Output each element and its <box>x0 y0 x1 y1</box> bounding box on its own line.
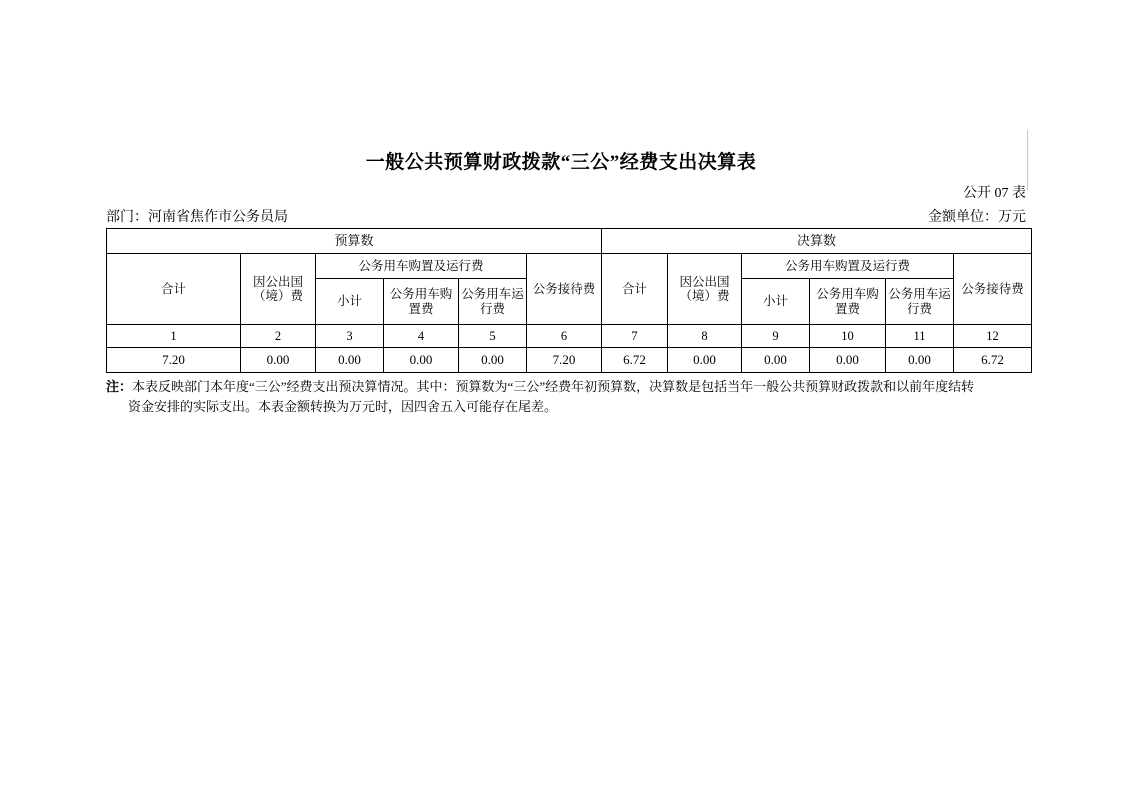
header-budget-vehicle-subtotal: 小计 <box>316 279 384 325</box>
table-note <box>106 377 1022 417</box>
value-final-overseas: 0.00 <box>668 348 742 373</box>
column-number-2: 2 <box>241 325 316 348</box>
table-header-row-1 <box>107 254 1032 279</box>
header-budget-vehicle: 公务用车购置及运行费 <box>316 254 527 279</box>
value-final-vehicle-subtotal: 0.00 <box>742 348 810 373</box>
column-number-11: 11 <box>886 325 954 348</box>
note-text-1: 本表反映部门本年度“三公”经费支出预决算情况。其中：预算数为“三公”经费年初预算数，决算数是包括当年一般公共预算财政拨款和以前年度结转 <box>132 379 975 394</box>
meta-row <box>106 206 1026 226</box>
three-public-expense-table <box>106 228 1032 373</box>
header-final-vehicle-purchase: 公务用车购置费 <box>810 279 886 325</box>
department-info <box>106 206 288 226</box>
note-line-2: 资金安排的实际支出。本表金额转换为万元时，因四舍五入可能存在尾差。 <box>128 399 558 415</box>
department-name: 河南省焦作市公务员局 <box>148 210 288 225</box>
value-budget-total: 7.20 <box>107 348 241 373</box>
header-final-overseas: 因公出国（境）费 <box>668 254 742 325</box>
header-final-total: 合计 <box>602 254 668 325</box>
note-line-1 <box>106 377 1022 397</box>
group-header-budget: 预算数 <box>107 229 602 254</box>
value-budget-vehicle-operation: 0.00 <box>459 348 527 373</box>
header-budget-vehicle-purchase: 公务用车购置费 <box>384 279 459 325</box>
value-final-reception: 6.72 <box>954 348 1032 373</box>
value-final-total: 6.72 <box>602 348 668 373</box>
column-number-3: 3 <box>316 325 384 348</box>
form-code: 公开 07 表 <box>963 186 1026 201</box>
column-number-10: 10 <box>810 325 886 348</box>
column-number-5: 5 <box>459 325 527 348</box>
header-final-vehicle-subtotal: 小计 <box>742 279 810 325</box>
column-number-6: 6 <box>527 325 602 348</box>
column-number-1: 1 <box>107 325 241 348</box>
header-budget-total: 合计 <box>107 254 241 325</box>
header-budget-vehicle-operation: 公务用车运行费 <box>459 279 527 325</box>
group-header-final: 决算数 <box>602 229 1032 254</box>
value-budget-vehicle-purchase: 0.00 <box>384 348 459 373</box>
department-label: 部门： <box>106 210 148 225</box>
page-title: 一般公共预算财政拨款“三公”经费支出决算表 <box>365 152 757 173</box>
header-final-vehicle-operation: 公务用车运行费 <box>886 279 954 325</box>
table-column-number-row <box>107 325 1032 348</box>
table-value-row <box>107 348 1032 373</box>
column-number-12: 12 <box>954 325 1032 348</box>
column-number-7: 7 <box>602 325 668 348</box>
value-final-vehicle-purchase: 0.00 <box>810 348 886 373</box>
table-group-header-row <box>107 229 1032 254</box>
header-budget-overseas: 因公出国（境）费 <box>241 254 316 325</box>
value-final-vehicle-operation: 0.00 <box>886 348 954 373</box>
amount-unit: 金额单位：万元 <box>928 210 1026 225</box>
value-budget-reception: 7.20 <box>527 348 602 373</box>
header-budget-reception: 公务接待费 <box>527 254 602 325</box>
note-prefix: 注： <box>106 379 133 394</box>
value-budget-vehicle-subtotal: 0.00 <box>316 348 384 373</box>
header-final-vehicle: 公务用车购置及运行费 <box>742 254 954 279</box>
header-final-reception: 公务接待费 <box>954 254 1032 325</box>
value-budget-overseas: 0.00 <box>241 348 316 373</box>
column-number-8: 8 <box>668 325 742 348</box>
column-number-9: 9 <box>742 325 810 348</box>
column-number-4: 4 <box>384 325 459 348</box>
